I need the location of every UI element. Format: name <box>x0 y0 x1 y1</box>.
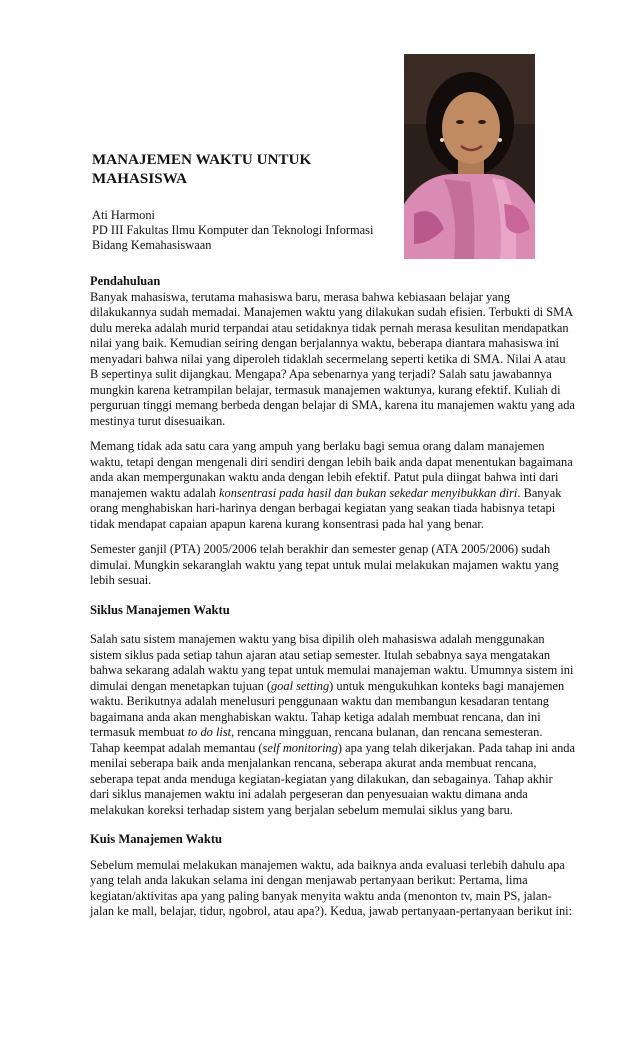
title-line-1: MANAJEMEN WAKTU UNTUK <box>92 152 312 168</box>
author-block <box>92 208 422 253</box>
author-position: PD III Fakultas Ilmu Komputer dan Teknologi Informasi <box>92 223 374 237</box>
cycle-emphasis-todo: to do list <box>187 725 232 739</box>
intro-p2-text-a: Memang tidak ada satu cara yang ampuh yang berlaku bagi semua orang dalam manajemen waktu, tetapi dengan mengenali diri sendiri dengan lebih baik anda dapat menentukan bagaimana anda akan mempergunakan waktu anda dengan lebih efektif. Patut pula diingat bahwa inti dari manajemen waktu adalah <box>90 439 573 500</box>
article-body <box>90 274 575 920</box>
intro-p2-emphasis: konsentrasi pada hasil dan bukan sekedar menyibukkan diri <box>219 485 518 500</box>
intro-p2-text-b: . Banyak orang menghabiskan hari-harinya dengan berbagai kegiatan yang seakan tiada habisnya tetapi tidak mendapat capaian apapun karena kurang konsentrasi pada hal yang benar. <box>90 485 562 531</box>
quiz-paragraph: Sebelum memulai melakukan manajemen waktu, ada baiknya anda evaluasi terlebih dahulu apa yang telah anda lakukan selama ini dengan menjawab pertanyaan berikut: Pertama, lima kegiatan/aktivitas apa yang paling banyak menyita waktu anda (menonton tv, main PS, jalan-jalan ke mall, belajar, tidur, ngobrol, atau apa?). Kedua, jawab pertanyaan-pertanyaan berikut ini: <box>90 857 573 918</box>
author-name: Ati Harmoni <box>92 208 155 222</box>
author-portrait <box>404 54 535 259</box>
cycle-paragraph <box>90 632 575 818</box>
cycle-text-c: , rencana mingguan, rencana bulanan, dan rencana semesteran. Tahap keempat adalah memantau ( <box>90 725 543 755</box>
cycle-emphasis-goal-setting: goal setting <box>270 678 330 693</box>
cycle-text-d: ) apa yang telah dikerjakan. Pada tahap ini anda menilai seberapa baik anda menjalankan rencana, seberapa akurat anda membuat rencana, seberapa tepat anda menduga kegiatan-kegiatan yang dilakukan, dan sebagainya. Tahap akhir dari siklus manajemen waktu ini adalah pergeseran dan penyesuaian waktu dimana anda melakukan koreksi terhadap sistem yang berjalan sebelum memulai siklus yang baru. <box>90 740 575 817</box>
title-line-2: MAHASISWA <box>92 171 188 187</box>
intro-paragraph-2 <box>90 439 575 532</box>
quiz-heading: Kuis Manajemen Waktu <box>90 832 223 846</box>
intro-paragraph-3: Semester ganjil (PTA) 2005/2006 telah berakhir dan semester genap (ATA 2005/2006) sudah dimulai. Mungkin sekaranglah waktu yang tepat untuk mulai melakukan majamen waktu yang lebih sesuai. <box>90 542 559 587</box>
document-title <box>92 151 392 189</box>
cycle-emphasis-self-monitoring: self monitoring <box>262 740 338 755</box>
cycle-text-a: Salah satu sistem manajemen waktu yang bisa dipilih oleh mahasiswa adalah menggunakan sistem siklus pada setiap tahun ajaran atau setiap semester. Itulah sebabnya saya mengatakan bahwa sekarang adalah waktu yang tepat untuk memulai manajeman waktu. Umumnya sistem ini dimulai dengan menetapkan tujuan ( <box>90 632 574 693</box>
author-department: Bidang Kemahasiswaan <box>92 238 212 252</box>
intro-heading: Pendahuluan <box>90 274 161 288</box>
cycle-text-b: ) untuk mengukuhkan konteks bagi manajemen waktu. Berikutnya adalah menelusuri penggunaan waktu dan membangun kesadaran tentang bagaimana anda akan menghabiskan waktu. Tahap ketiga adalah membuat rencana, dan ini termasuk membuat <box>90 678 565 739</box>
intro-paragraph-1: Banyak mahasiswa, terutama mahasiswa baru, merasa bahwa kebiasaan belajar yang dilakukannya sudah memadai. Manajemen waktu yang dilakukan sudah efisien. Terbukti di SMA dulu mereka adalah murid terpandai atau setidaknya tidak pernah merasa kesulitan mendapatkan nilai yang baik. Kemudian seiring dengan berjalannya waktu, beberapa diantara mahasiswa ini menyadari bahwa nilai yang diperoleh tidaklah secermelang seperti ketika di SMA. Nilai A atau B sepertinya sulit dijangkau. Mengapa? Apa sebenarnya yang terjadi? Salah satu jawabannya mungkin karena ketrampilan belajar, termasuk manajemen waktunya, kurang efektif. Kuliah di perguruan tinggi memang berbeda dengan belajar di SMA, karena itu manajemen waktu yang ada mestinya turut disesuaikan. <box>90 289 575 428</box>
cycle-heading: Siklus Manajemen Waktu <box>90 602 230 617</box>
